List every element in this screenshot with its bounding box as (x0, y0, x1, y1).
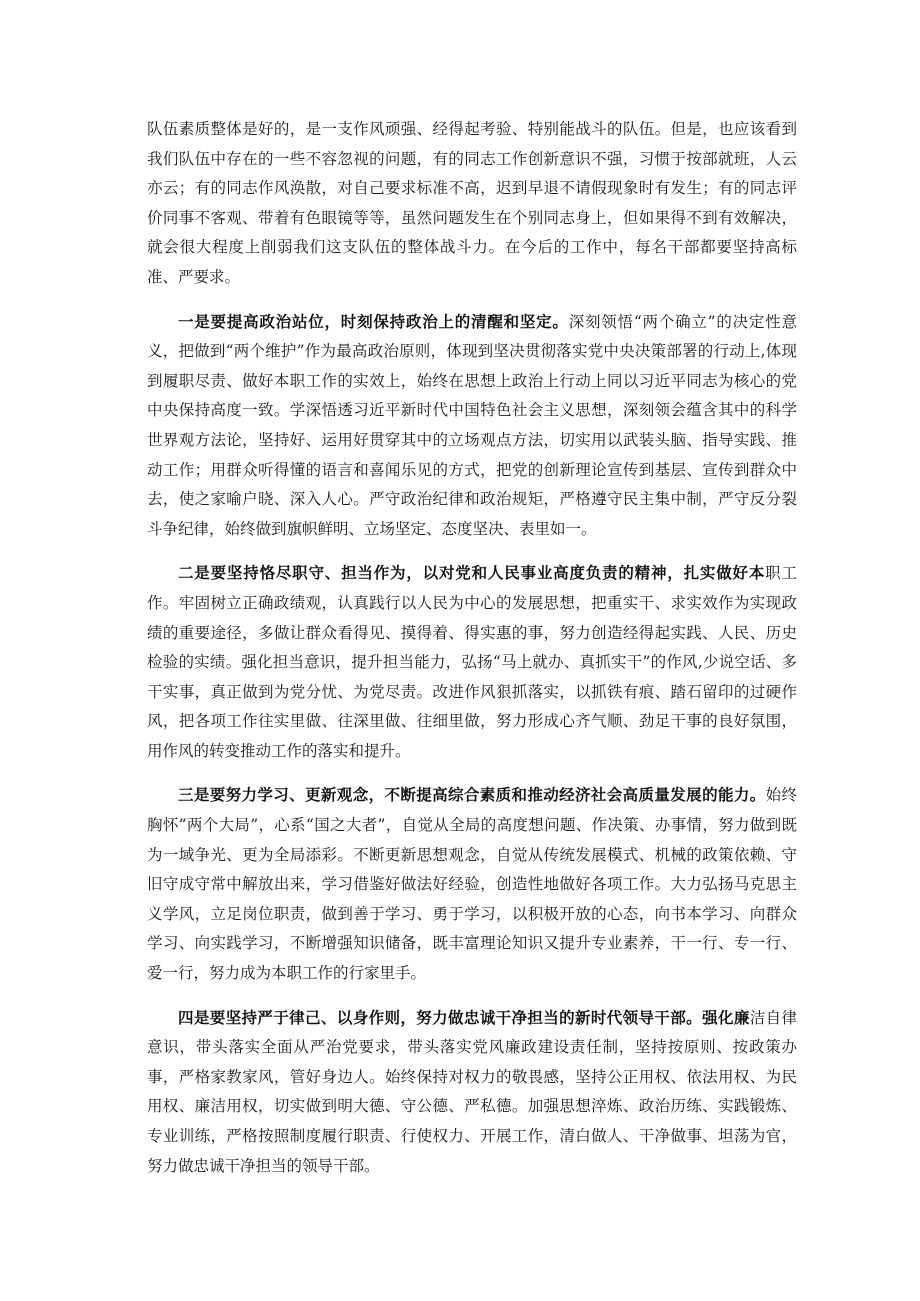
paragraph-point-4 (147, 1004, 797, 1182)
paragraph-intro (147, 115, 797, 293)
point-2-text: 职工作。牢固树立正确政绩观，认真践行以人民为中心的发展思想，把重实干、求实效作为实现政绩的重要途径，多做让群众看得见、摸得着、得实惠的事，努力创造经得起实践、人民、历史检验的实绩。强化担当意识，提升担当能力，弘扬“马上就办、真抓实干”的作风,少说空话、多干实事，真正做到为党分忧、为党尽责。改进作风狠抓落实，以抓铁有痕、踏石留印的过硬作风，把各项工作往实里做、往深里做、往细里做，努力形成心齐气顺、劲足干事的良好氛围，用作风的转变推动工作的落实和提升。 (147, 564, 797, 760)
paragraph-point-1 (147, 308, 797, 545)
point-4-lead: 四是要坚持严于律己、以身作则，努力做忠诚干净担当的新时代领导干部。强化廉 (178, 1008, 750, 1027)
paragraph-point-3 (147, 781, 797, 988)
point-2-lead: 二是要坚持恪尽职守、担当作为，以对党和人民事业高度负责的精神，扎实做好本 (178, 564, 766, 583)
point-3-text: 始终胸怀“两个大局”，心系“国之大者”，自觉从全局的高度想问题、作决策、办事情，努力做到既为一域争光、更为全局添彩。不断更新思想观念，自觉从传统发展模式、机械的政策依赖、守旧守成守常中解放出来，学习借鉴好做法好经验，创造性地做好各项工作。大力弘扬马克思主义学风，立足岗位职责，做到善于学习、勇于学习，以积极开放的心态，向书本学习、向群众学习、向实践学习，不断增强知识储备，既丰富理论知识又提升专业素养，干一行、专一行、爱一行，努力成为本职工作的行家里手。 (147, 786, 797, 983)
document-page (147, 115, 797, 1181)
paragraph-intro-text: 队伍素质整体是好的，是一支作风顽强、经得起考验、特别能战斗的队伍。但是，也应该看到我们队伍中存在的一些不容忽视的问题，有的同志工作创新意识不强，习惯于按部就班，人云亦云；有的同志作风涣散，对自己要求标准不高，迟到早退不请假现象时有发生；有的同志评价同事不客观、带着有色眼镜等等，虽然问题发生在个别同志身上，但如果得不到有效解决，就会很大程度上削弱我们这支队伍的整体战斗力。在今后的工作中，每名干部都要坚持高标准、严要求。 (147, 120, 797, 286)
point-1-text: 深刻领悟“两个确立”的决定性意义，把做到“两个维护”作为最高政治原则，体现到坚决贯彻落实党中央决策部署的行动上,体现到履职尽责、做好本职工作的实效上，始终在思想上政治上行动上同以习近平同志为核心的党中央保持高度一致。学深悟透习近平新时代中国特色社会主义思想，深刻领会蕴含其中的科学世界观方法论，坚持好、运用好贯穿其中的立场观点方法，切实用以武装头脑、指导实践、推动工作；用群众听得懂的语言和喜闻乐见的方式，把党的创新理论宣传到基层、宣传到群众中去，使之家喻户晓、深入人心。严守政治纪律和政治规矩，严格遵守民主集中制，严守反分裂斗争纪律，始终做到旗帜鲜明、立场坚定、态度坚决、表里如一。 (147, 312, 797, 538)
paragraph-point-2 (147, 559, 797, 766)
point-4-text: 洁自律意识，带头落实全面从严治党要求，带头落实党风廉政建设责任制，坚持按原则、按政策办事，严格家教家风，管好身边人。始终保持对权力的敬畏感，坚持公正用权、依法用权、为民用权、廉洁用权，切实做到明大德、守公德、严私德。加强思想淬炼、政治历练、实践锻炼、专业训练，严格按照制度履行职责、行使权力、开展工作，清白做人、干净做事、坦荡为官，努力做忠诚干净担当的领导干部。 (147, 1008, 797, 1175)
point-1-lead: 一是要提高政治站位，时刻保持政治上的清醒和坚定。 (178, 312, 569, 331)
point-3-lead: 三是要努力学习、更新观念，不断提高综合素质和推动经济社会高质量发展的能力。 (178, 786, 766, 805)
